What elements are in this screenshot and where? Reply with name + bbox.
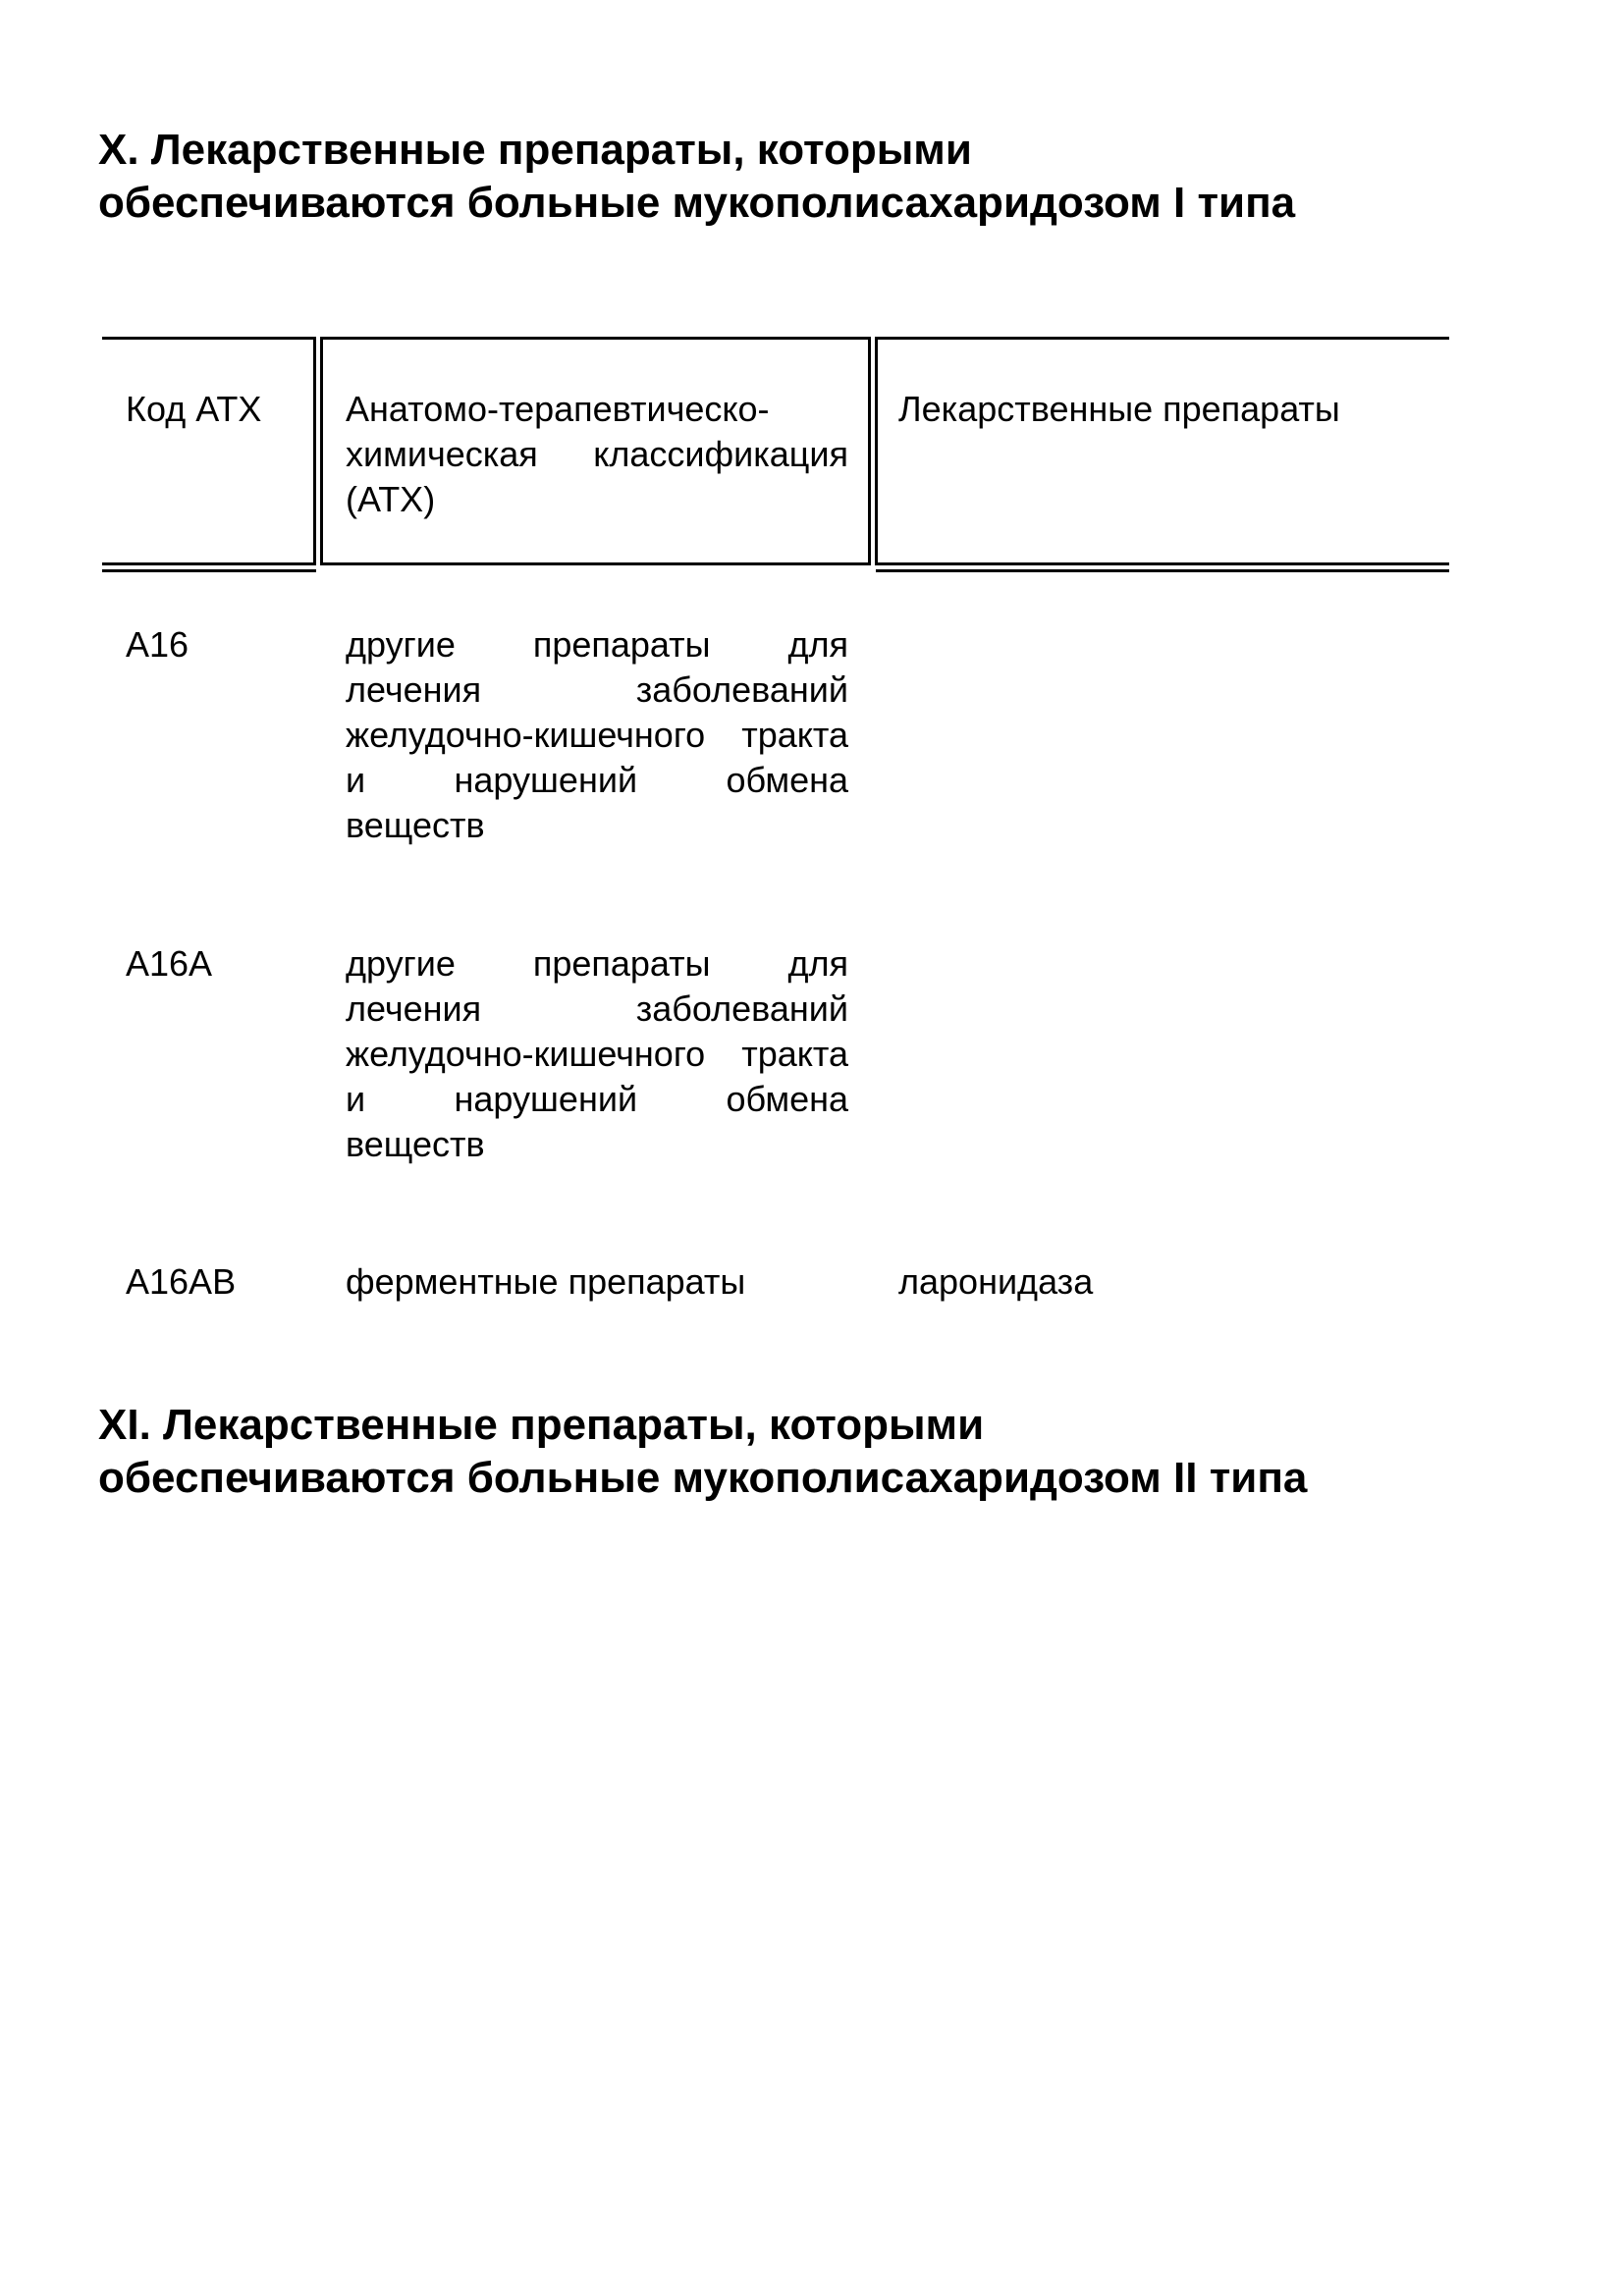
header-atx-line: Анатомо-терапевтическо- (346, 389, 770, 429)
row-atx-line: и нарушений обмена (346, 1079, 848, 1119)
row-atx-classification (346, 1259, 848, 1305)
table-rule (321, 337, 871, 340)
row-atx-line: веществ (346, 805, 485, 845)
heading-line: XI. Лекарственные препараты, которыми (98, 1401, 985, 1449)
row-atx-line: и нарушений обмена (346, 760, 848, 800)
header-drugs: Лекарственные препараты (898, 389, 1340, 429)
section-x-heading (98, 124, 1295, 230)
row-atx-line: другие препараты для (346, 624, 848, 665)
row-drug: ларонидаза (898, 1261, 1094, 1302)
row-atx-line: желудочно-кишечного тракта (346, 715, 848, 755)
section-xi-heading (98, 1399, 1307, 1505)
row-code: A16A (126, 943, 213, 984)
table-rule (321, 562, 871, 565)
table-rule (876, 562, 1449, 565)
table-rule (313, 337, 316, 565)
row-atx-classification (346, 941, 848, 1167)
row-atx-line: желудочно-кишечного тракта (346, 1034, 848, 1074)
header-atx-line: (АТХ) (346, 479, 436, 519)
row-code: A16AB (126, 1261, 237, 1302)
row-code: A16 (126, 624, 189, 665)
header-atx-line: химическая классификация (346, 434, 848, 474)
row-atx-line: ферментные препараты (346, 1261, 746, 1302)
header-atx-classification (346, 387, 848, 522)
header-code: Код АТХ (126, 389, 262, 429)
row-atx-line: другие препараты для (346, 943, 848, 984)
row-atx-line: веществ (346, 1124, 485, 1164)
table-rule (868, 337, 871, 565)
heading-line: обеспечиваются больные мукополисахаридозом II типа (98, 1454, 1308, 1502)
heading-line: X. Лекарственные препараты, которыми (98, 126, 972, 174)
table-rule (875, 337, 878, 565)
table-rule (320, 337, 323, 565)
heading-line: обеспечиваются больные мукополисахаридозом I типа (98, 179, 1296, 227)
table-rule (876, 337, 1449, 340)
row-atx-line: лечения заболеваний (346, 669, 848, 710)
row-atx-line: лечения заболеваний (346, 988, 848, 1029)
table-rule (102, 562, 316, 565)
table-rule (876, 569, 1449, 572)
table-rule (102, 337, 316, 340)
table-rule (102, 569, 316, 572)
row-atx-classification (346, 622, 848, 848)
